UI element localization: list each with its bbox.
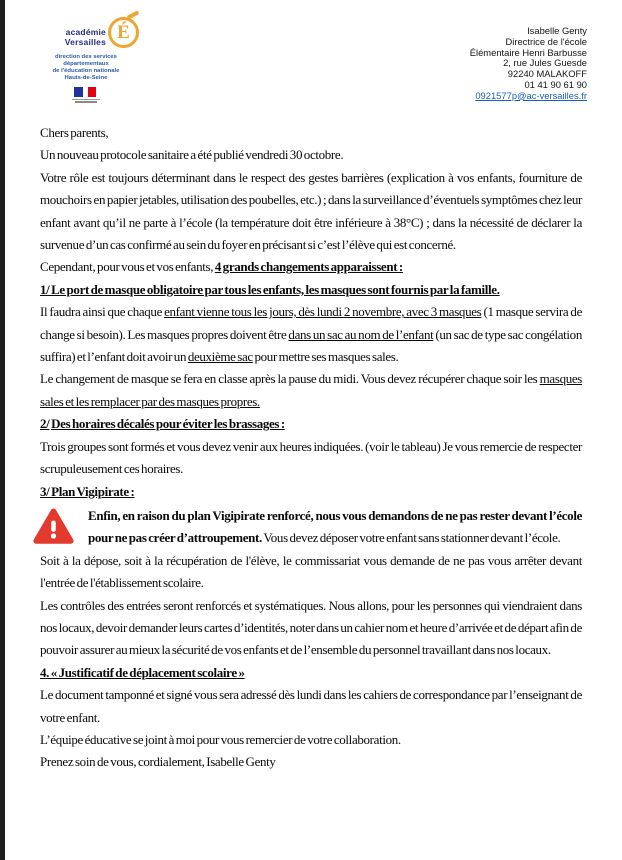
academy-name-line2: Versailles: [64, 36, 106, 47]
thanks-line: [40, 729, 582, 751]
school-email-link[interactable]: 0921577p@ac-versailles.fr: [475, 89, 587, 101]
direction-line: départementaux: [63, 61, 109, 67]
direction-line: direction des services: [55, 54, 117, 60]
academy-e-icon: [108, 17, 139, 48]
text-segment: Soit à la dépose, soit à la récupération de l'élève, le commissariat vous demande de ne pas vous arrêter devant l'entrée de l'établissement scolaire.: [40, 552, 582, 591]
direction-line: de l'éducation nationale: [52, 68, 120, 74]
text-segment: 4. « Justificatif de déplacement scolaire »: [40, 664, 245, 680]
vigipirate-warning: [40, 505, 582, 550]
academy-name: [65, 28, 106, 47]
changes-intro: [40, 256, 582, 278]
academie-versailles-logo: [33, 12, 139, 103]
entry-control-paragraph: [40, 595, 582, 662]
text-segment: (un sac de type sac congélation suffira) et l’enfant doit avoir un: [40, 326, 582, 365]
role-paragraph: [40, 167, 582, 257]
text-segment: 2/: [40, 416, 50, 432]
warning-triangle-icon: [33, 508, 74, 546]
direction-services-text: [33, 54, 139, 82]
letter-header: [0, 0, 622, 112]
text-segment: 1/ Le port de masque obligatoire par tous les enfants, les masques sont fournis par la famille.: [40, 281, 500, 297]
text-segment: enfant vienne tous les jours, dès lundi 2 novembre, avec 3 masques: [164, 304, 482, 320]
text-segment: L’équipe éducative se joint à moi pour vous remercier de votre collaboration.: [40, 731, 401, 747]
mask-change-paragraph: [40, 368, 582, 413]
text-segment: Cependant, pour vous et vos enfants,: [40, 259, 215, 275]
academy-e-accent: [127, 10, 139, 19]
text-segment: pour mettre ses masques sales.: [252, 349, 399, 365]
school-phone: 01 41 90 61 90: [524, 78, 587, 90]
text-segment: dans un sac au nom de l’enfant: [288, 326, 434, 342]
text-segment: (1 masque servira de change si besoin). Les masques propres doivent être: [40, 304, 583, 342]
text-segment: Des horaires décalés pour éviter les brassages :: [51, 416, 285, 432]
text-segment: Chers parents,: [40, 125, 109, 140]
text-segment: Trois groupes sont formés et vous devez venir aux heures indiquées. (voir le tableau) Je vous remercie de respecter scrupuleusement ces horaires.: [40, 438, 582, 477]
scan-edge-strip: [0, 0, 5, 860]
text-segment: Enfin, en raison du plan Vigipirate renforcé, nous vous demandons de ne pas rester devant l’école pour ne pas créer d’attroupement.: [88, 507, 582, 546]
text-segment: Il faudra ainsi que chaque: [40, 304, 165, 320]
document-body: [40, 112, 582, 774]
salutation: [40, 122, 582, 144]
text-segment: Vous devez déposer votre enfant sans stationner devant l’école.: [261, 530, 561, 546]
text-segment: masques sales et les remplacer par des masques propres.: [40, 371, 582, 409]
republique-francaise-logo: [71, 87, 101, 103]
heading-1: [40, 279, 582, 301]
heading-3: [40, 481, 582, 503]
text-segment: Le changement de masque se fera en classe après la pause du midi. Vous devez récupérer chaque soir les: [40, 371, 540, 387]
french-flag-icon: [74, 87, 98, 97]
direction-line: Hauts-de-Seine: [64, 75, 108, 81]
vigipirate-warning-text: [88, 505, 582, 550]
text-segment: 4 grands changements apparaissent :: [214, 259, 403, 275]
signature-line: [40, 751, 582, 773]
text-segment: Le document tamponné et signé vous sera adressé dès lundi dans les cahiers de correspondance par l’enseignant de votre enfant.: [40, 687, 582, 725]
protocol-announcement: [40, 144, 582, 166]
text-segment: Un nouveau protocole sanitaire a été publié vendredi 30 octobre.: [40, 147, 344, 163]
text-segment: Prenez soin de vous, cordialement, Isabelle Genty: [40, 754, 276, 770]
schedule-paragraph: [40, 436, 582, 481]
school-name: Élémentaire Henri Barbusse: [469, 46, 587, 58]
heading-2: [40, 413, 582, 435]
certificate-paragraph: [40, 684, 582, 729]
text-segment: deuxième sac: [187, 349, 253, 365]
sender-title: Directrice de l'école: [505, 35, 587, 47]
police-paragraph: [40, 550, 582, 595]
text-segment: Votre rôle est toujours déterminant dans le respect des gestes barrières (explication à vos enfants, fourniture de mouchoirs en papier jetables, utilisation des poubelles, etc.) ; dans la surveillance d’éventuels symptômes chez leur enfant avant qu’il ne parte à l’école (la température doit être inférieure à 38°C) ; dans la nécessité de déclarer la survenue d’un cas confirmé au sein du foyer en précisant si c’est l’élève qui est concerné.: [40, 169, 582, 253]
school-city: 92240 MALAKOFF: [507, 68, 587, 80]
sender-name: Isabelle Genty: [527, 25, 587, 36]
text-segment: 3/ Plan Vigipirate :: [40, 483, 135, 499]
heading-4: [40, 662, 582, 684]
school-street: 2, rue Jules Guesde: [503, 57, 587, 69]
academy-name-line1: académie: [65, 27, 106, 37]
academy-e-letter: É: [117, 22, 130, 43]
text-segment: Les contrôles des entrées seront renforcés et systématiques. Nous allons, pour les personnes qui viendraient dans nos locaux, devoir demander leurs cartes d’identités, noter dans un cahier nom et heure d’arrivée et de départ afin de pouvoir assurer au mieux la sécurité de vos enfants et de l’ensemble du personnel travaillant dans nos locaux.: [40, 597, 582, 658]
masks-paragraph: [40, 301, 582, 368]
sender-contact-block: [470, 26, 587, 102]
